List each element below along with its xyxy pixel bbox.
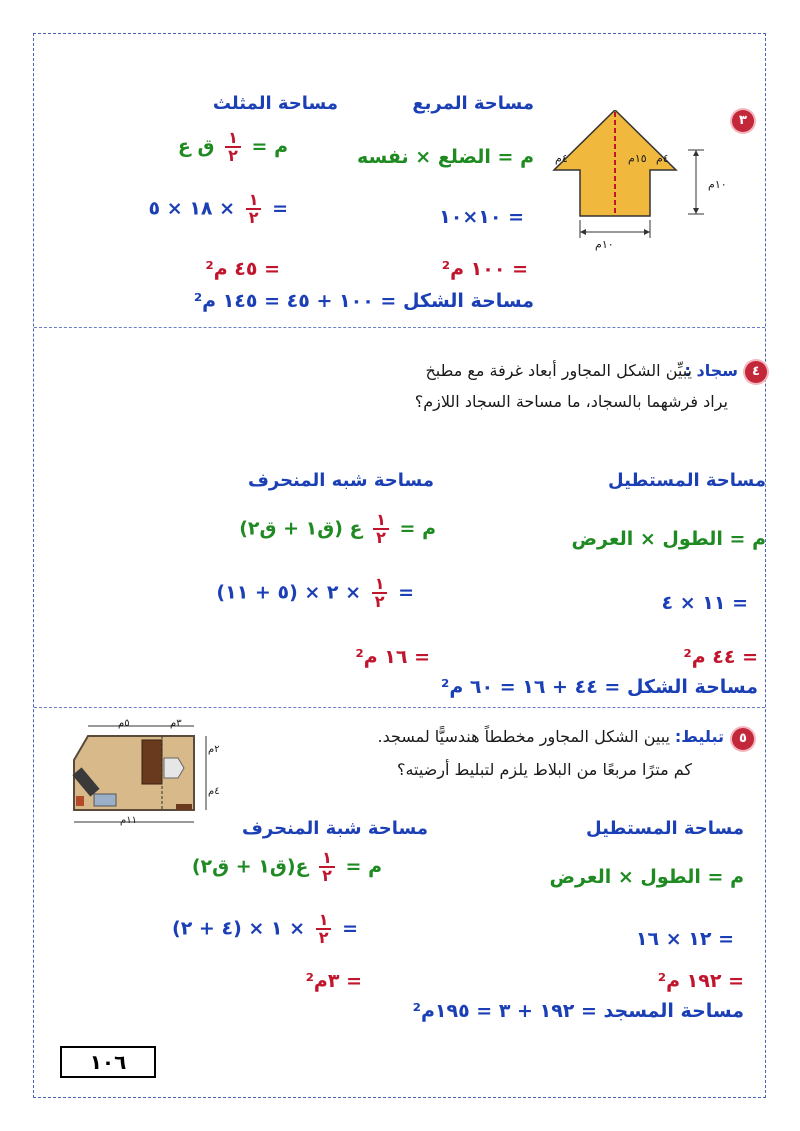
q3-triangle-heading: مساحة المثلث: [212, 93, 338, 114]
q4-trap-calc: = $\frac{١}{٢}$ × ٢ × (٥ + ١١): [216, 574, 414, 611]
q5-trap-calc: = $\frac{١}{٢}$ × ١ × (٤ + ٢): [172, 910, 358, 947]
q4-rect-heading: مساحة المستطيل: [608, 470, 766, 491]
q5-title: تبليط:: [674, 727, 724, 746]
q4-rect-calc: = ١١ × ٤: [661, 592, 748, 614]
q5-rect-calc: = ١٢ × ١٦: [635, 928, 734, 950]
q3-square-result: = ١٠٠ م²: [441, 258, 528, 280]
q5-trap-heading: مساحة شبة المنحرف: [241, 818, 428, 839]
q5-text-line1: يبين الشكل المجاور مخططاً هندسيًّا لمسجد.: [377, 727, 670, 746]
q5-total: مساحة المسجد = ١٩٢ + ٣ = ١٩٥م²: [412, 1000, 744, 1022]
fraction-half: $\frac{١}{٢}$: [372, 576, 388, 610]
q3-total: مساحة الشكل = ١٠٠ + ٤٥ = ١٤٥ م²: [193, 290, 534, 312]
q3-triangle-formula: م = $\frac{١}{٢}$ ق ع: [177, 128, 288, 165]
q5-rect-heading: مساحة المستطيل: [586, 818, 744, 839]
question-4-badge: ٤: [745, 361, 767, 383]
q5-rect-result: = ١٩٢ م²: [657, 970, 744, 992]
question-5-badge: ٥: [732, 728, 754, 750]
fig-label-bottom: ١١م: [120, 815, 137, 826]
q4-rect-formula: م = الطول × العرض: [571, 528, 766, 550]
fraction-half: $\frac{١}{٢}$: [319, 850, 335, 884]
q4-trap-formula: م = $\frac{١}{٢}$ ع (ق١ + ق٢): [239, 510, 436, 547]
q5-trap-formula: م = $\frac{١}{٢}$ ع(ق١ + ق٢): [191, 848, 382, 885]
question-3-badge: ٣: [732, 110, 754, 132]
fig-label-right: ٤م: [656, 152, 669, 165]
q3-arrow-figure: [540, 110, 720, 260]
fig-label-top-left: ٥م: [118, 718, 130, 729]
q3-square-heading: مساحة المربع: [412, 93, 534, 114]
q5-trap-result: = ٣م²: [305, 970, 362, 992]
q4-trap-result: = ١٦ م²: [355, 646, 430, 668]
q4-rect-result: = ٤٤ م²: [683, 646, 758, 668]
fraction-half: $\frac{١}{٢}$: [316, 912, 332, 946]
q4-title: سجاد :: [684, 361, 738, 380]
q5-mosque-plan-figure: [66, 718, 224, 830]
fig-label-side-top: ٢م: [208, 744, 220, 755]
q3-square-formula: م = الضلع × نفسه: [357, 146, 534, 168]
q4-total: مساحة الشكل = ٤٤ + ١٦ = ٦٠ م²: [441, 676, 758, 698]
q5-rect-formula: م = الطول × العرض: [549, 866, 744, 888]
q3-square-calc: = ١٠×١٠: [439, 206, 524, 228]
fraction-half: $\frac{١}{٢}$: [225, 130, 241, 164]
q4-trap-heading: مساحة شبه المنحرف: [247, 470, 434, 491]
fraction-half: $\frac{١}{٢}$: [246, 192, 262, 226]
fig-label-height: ١٠م: [708, 178, 727, 191]
fig-label-base: ١٠م: [595, 238, 614, 251]
q4-text-line2: يراد فرشهما بالسجاد، ما مساحة السجاد اللازم؟: [414, 392, 728, 411]
fig-label-left: ٤م: [555, 152, 568, 165]
fig-label-side-bottom: ٤م: [208, 786, 220, 797]
q4-text-line1: يبيِّن الشكل المجاور أبعاد غرفة مع مطبخ: [425, 361, 692, 380]
divider: [34, 327, 765, 328]
q5-text-line2: كم مترًا مربعًا من البلاط يلزم لتبليط أرضيته؟: [396, 760, 692, 779]
divider: [34, 707, 765, 708]
fig-label-middle: ١٥م: [628, 152, 647, 165]
q3-triangle-result: = ٤٥ م²: [205, 258, 280, 280]
fig-label-top-right: ٣م: [170, 718, 182, 729]
q3-triangle-calc: = $\frac{١}{٢}$ × ١٨ × ٥: [148, 190, 288, 227]
fraction-half: $\frac{١}{٢}$: [373, 512, 389, 546]
page-number: ١٠٦: [60, 1046, 156, 1078]
